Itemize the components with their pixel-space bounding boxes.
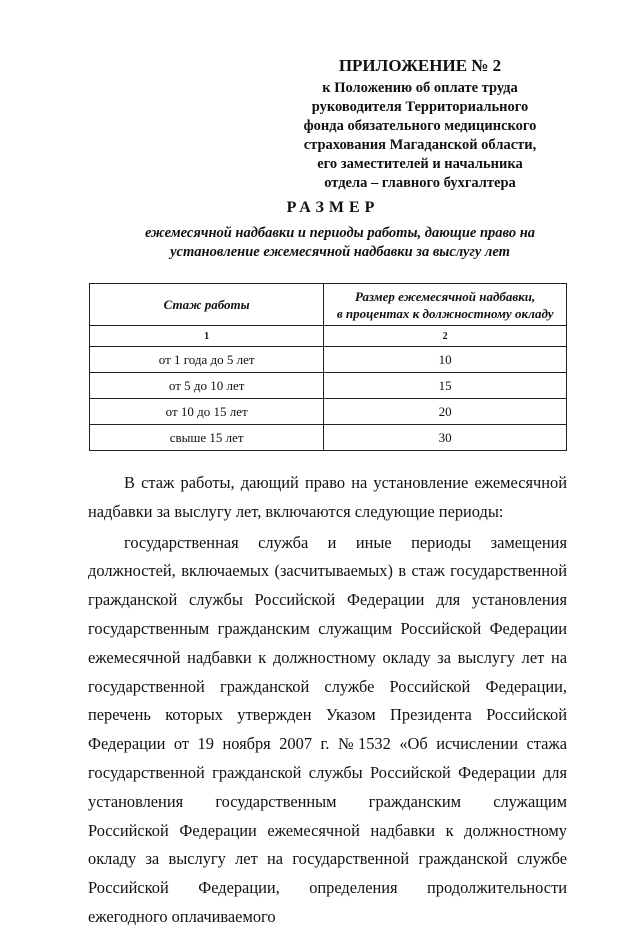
- cell-percent: 10: [324, 347, 567, 373]
- table-row: [90, 347, 567, 373]
- appendix-line: руководителя Территориального: [311, 99, 529, 115]
- appendix-title: ПРИЛОЖЕНИЕ № 2: [338, 56, 502, 75]
- table-numbering-row: [90, 326, 567, 347]
- column-number: 1: [90, 326, 324, 347]
- document-title: РАЗМЕР: [286, 199, 380, 216]
- header-line: в процентах к должностному окладу: [336, 305, 554, 321]
- cell-percent: 30: [324, 425, 567, 451]
- cell-period: от 5 до 10 лет: [90, 373, 324, 399]
- paragraph: государственная служба и иные периоды замещения должностей, включаемых (засчитываемых) в стаж государственной гражданской службы Российской Федерации для установления государственным гражданским служащим Российской Федерации ежемесячной надбавки к должностному окладу за выслугу лет на государственной гражданской службе Российской Федерации, перечень которых утвержден Указом Президента Российской Федерации от 19 ноября 2007 г. №1532 «Об исчислении стажа государственной гражданской службы Российской Федерации для установления государственным гражданским служащим Российской Федерации ежемесячной надбавки к должностному окладу за выслугу лет на государственной гражданской службе Российской Федерации, определения продолжительности ежегодного оплачиваемого: [88, 532, 567, 926]
- subtitle-line: установление ежемесячной надбавки за выслугу лет: [170, 244, 510, 260]
- appendix-block: [300, 55, 540, 193]
- cell-period: от 10 до 15 лет: [90, 399, 324, 425]
- header-allowance-size: [324, 284, 567, 326]
- appendix-line: его заместителей и начальника: [317, 156, 523, 172]
- subtitle-line: ежемесячной надбавки и периоды работы, дающие право на: [144, 225, 536, 241]
- document-subtitle: [80, 224, 600, 262]
- table-header-row: [90, 284, 567, 326]
- cell-percent: 15: [324, 373, 567, 399]
- table-row: [90, 373, 567, 399]
- table-row: [90, 425, 567, 451]
- appendix-line: отдела – главного бухгалтера: [324, 175, 516, 191]
- header-work-experience: Стаж работы: [90, 284, 324, 326]
- table-row: [90, 399, 567, 425]
- header-line: Размер ежемесячной надбавки,: [355, 288, 536, 304]
- cell-period: свыше 15 лет: [90, 425, 324, 451]
- appendix-line: к Положению об оплате труда: [322, 80, 518, 96]
- allowance-table: [89, 283, 567, 451]
- body-text: [88, 469, 567, 932]
- paragraph: В стаж работы, дающий право на установление ежемесячной надбавки за выслугу лет, включаются следующие периоды:: [88, 473, 567, 521]
- appendix-line: страхования Магаданской области,: [303, 137, 537, 153]
- column-number: 2: [324, 326, 567, 347]
- appendix-line: фонда обязательного медицинского: [303, 118, 537, 134]
- cell-period: от 1 года до 5 лет: [90, 347, 324, 373]
- cell-percent: 20: [324, 399, 567, 425]
